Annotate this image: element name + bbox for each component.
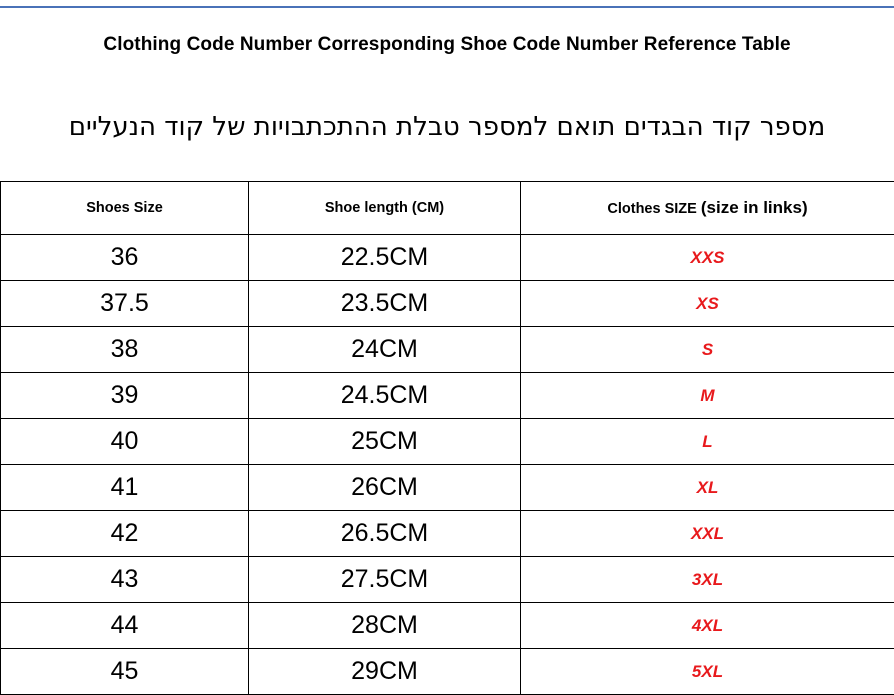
cell-clothes-size: S xyxy=(521,327,894,373)
table-row xyxy=(1,465,894,511)
cell-shoes-size: 44 xyxy=(1,603,249,649)
cell-shoe-length: 25CM xyxy=(249,419,521,465)
table-row xyxy=(1,327,894,373)
table-row xyxy=(1,603,894,649)
cell-shoes-size: 41 xyxy=(1,465,249,511)
page-title: Clothing Code Number Corresponding Shoe Code Number Reference Table xyxy=(0,34,894,56)
column-header-clothes-size-label: Clothes SIZE xyxy=(607,201,696,217)
cell-shoe-length: 23.5CM xyxy=(249,281,521,327)
column-header-shoes-size-label: Shoes Size xyxy=(86,200,163,216)
cell-clothes-size: 5XL xyxy=(521,649,894,695)
table-row xyxy=(1,235,894,281)
cell-shoes-size: 40 xyxy=(1,419,249,465)
cell-shoes-size: 42 xyxy=(1,511,249,557)
cell-clothes-size: XXS xyxy=(521,235,894,281)
table-row xyxy=(1,511,894,557)
cell-clothes-size: 4XL xyxy=(521,603,894,649)
cell-shoe-length: 28CM xyxy=(249,603,521,649)
cell-clothes-size: XS xyxy=(521,281,894,327)
cell-shoe-length: 29CM xyxy=(249,649,521,695)
cell-shoe-length: 22.5CM xyxy=(249,235,521,281)
cell-shoes-size: 36 xyxy=(1,235,249,281)
cell-shoes-size: 43 xyxy=(1,557,249,603)
cell-clothes-size: 3XL xyxy=(521,557,894,603)
top-divider xyxy=(0,6,894,8)
cell-shoes-size: 45 xyxy=(1,649,249,695)
table-row xyxy=(1,419,894,465)
cell-shoe-length: 27.5CM xyxy=(249,557,521,603)
cell-shoes-size: 39 xyxy=(1,373,249,419)
cell-shoe-length: 24CM xyxy=(249,327,521,373)
column-header-shoe-length xyxy=(249,182,521,235)
cell-clothes-size: L xyxy=(521,419,894,465)
hebrew-subtitle: מספר קוד הבגדים תואם למספר טבלת ההתכתבויות של קוד הנעליים xyxy=(0,112,894,142)
cell-clothes-size: XL xyxy=(521,465,894,511)
cell-shoe-length: 24.5CM xyxy=(249,373,521,419)
cell-clothes-size: XXL xyxy=(521,511,894,557)
size-conversion-table xyxy=(0,181,894,695)
column-header-clothes-size xyxy=(521,182,894,235)
column-header-shoes-size xyxy=(1,182,249,235)
table-row xyxy=(1,373,894,419)
cell-shoe-length: 26.5CM xyxy=(249,511,521,557)
cell-shoes-size: 37.5 xyxy=(1,281,249,327)
table-row xyxy=(1,557,894,603)
table-row xyxy=(1,281,894,327)
table-body xyxy=(1,235,894,695)
column-header-clothes-size-note: (size in links) xyxy=(701,198,808,217)
column-header-shoe-length-label: Shoe length (CM) xyxy=(325,200,444,216)
cell-shoes-size: 38 xyxy=(1,327,249,373)
table-header-row xyxy=(1,182,894,235)
cell-clothes-size: M xyxy=(521,373,894,419)
cell-shoe-length: 26CM xyxy=(249,465,521,511)
